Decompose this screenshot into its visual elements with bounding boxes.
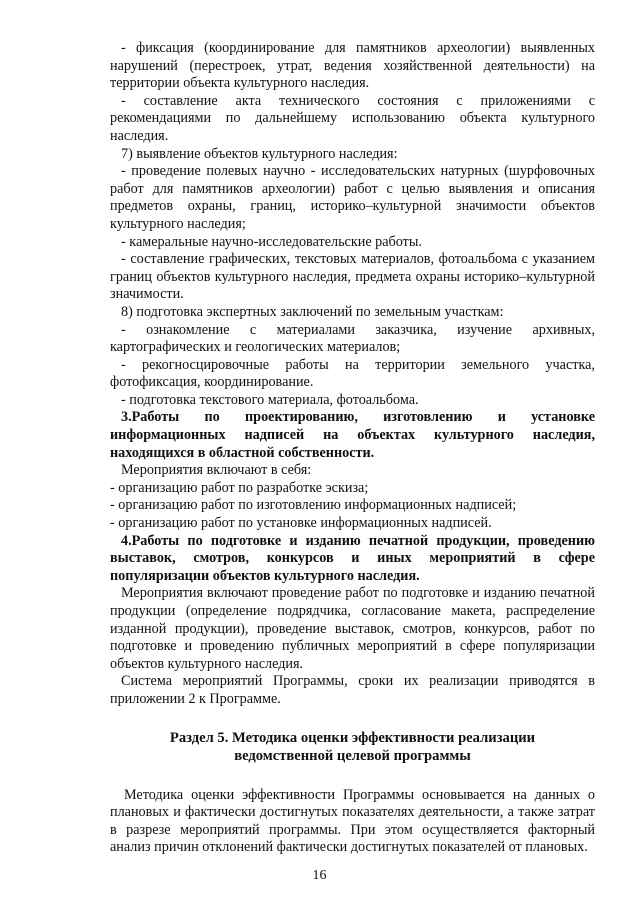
closing-paragraph: Методика оценки эффективности Программы основывается на данных о плановых и фактически достигнутых показателях деятельности, а также затрат в разрезе мероприятий программы. При этом осуществляется факторный анализ причин отклонений фактически достигнутых показателей от плановых.	[110, 786, 595, 856]
paragraph-12: Мероприятия включают в себя:	[121, 462, 312, 479]
paragraph-6: - составление графических, текстовых материалов, фотоальбома с указанием границ объектов культурного наследия, предмета охраны историко–культурной значимости.	[110, 251, 595, 303]
paragraph-15: - организацию работ по установке информационных надписей.	[110, 515, 492, 532]
section-heading	[110, 729, 595, 765]
paragraph-1: - фиксация (координирование для памятников археологии) выявленных нарушений (перестроек, утрат, ведения хозяйственной деятельности) на территории объекта культурного наследия.	[110, 40, 595, 92]
paragraph-9: - рекогносцировочные работы на территории земельного участка, фотофиксация, координирование.	[110, 356, 595, 391]
section-heading-line-1: Раздел 5. Методика оценки эффективности реализации	[169, 729, 536, 746]
paragraph-2: - составление акта технического состояния с приложениями с рекомендациями по дальнейшему использованию объекта культурного наследия.	[110, 92, 595, 144]
paragraph-8: - ознакомление с материалами заказчика, изучение архивных, картографических и геологических материалов;	[110, 321, 595, 356]
paragraph-13: - организацию работ по разработке эскиза;	[110, 479, 369, 496]
page-number: 16	[312, 868, 327, 883]
paragraph-5: - камеральные научно-исследовательские работы.	[121, 233, 422, 250]
paragraph-7: 8) подготовка экспертных заключений по земельным участкам:	[121, 303, 504, 320]
paragraph-16-bold: 4.Работы по подготовке и изданию печатной продукции, проведению выставок, смотров, конкурсов и иных мероприятий в сфере популяризации объектов культурного наследия.	[110, 532, 595, 584]
paragraph-17: Мероприятия включают проведение работ по подготовке и изданию печатной продукции (определение подрядчика, согласование макета, распределение изданной продукции), проведение выставок, смотров, конкурсов, работ по подготовке и проведению публичных мероприятий в сфере популяризации объектов культурного наследия.	[110, 585, 595, 672]
paragraph-4: - проведение полевых научно - исследовательских натурных (шурфовочных работ для памятников археологии) работ с целью выявления и описания предметов охраны, границ, историко–культурной значимости объектов культурного наследия;	[110, 163, 595, 232]
paragraph-14: - организацию работ по изготовлению информационных надписей;	[110, 497, 517, 514]
section-heading-line-2: ведомственной целевой программы	[234, 747, 471, 764]
paragraph-3: 7) выявление объектов культурного наследия:	[121, 145, 398, 162]
paragraph-18: Система мероприятий Программы, сроки их реализации приводятся в приложении 2 к Программе.	[110, 673, 595, 707]
paragraph-11-bold: 3.Работы по проектированию, изготовлению и установке информационных надписей на объектах культурного наследия, находящихся в областной собственности.	[110, 409, 595, 461]
paragraph-10: - подготовка текстового материала, фотоальбома.	[121, 391, 419, 408]
